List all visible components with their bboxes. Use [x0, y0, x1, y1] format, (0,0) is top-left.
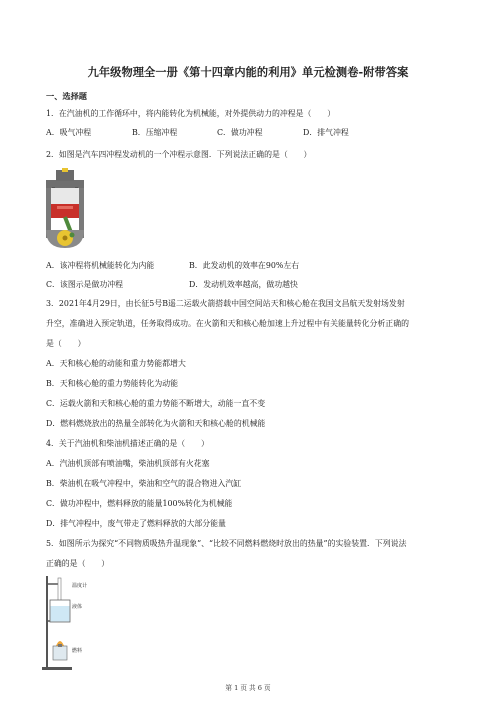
- q3-option-d[interactable]: D．燃料燃烧放出的热量全部转化为火箭和天和核心舱的机械能: [46, 419, 266, 428]
- thermometer-label: 温度计: [72, 583, 88, 589]
- question-3-stem-line-1: 3．2021年4月29日，由长征5号B遥二运载火箭搭载中国空间站天和核心舱在我国文昌航天发射场发射: [46, 299, 405, 308]
- q1-option-a[interactable]: A．吸气冲程: [46, 128, 92, 137]
- q3-option-b[interactable]: B．天和核心舱的重力势能转化为动能: [46, 379, 179, 388]
- question-5-stem-line-1: 5．如图所示为探究“不同物质吸热升温现象”、“比较不同燃料燃烧时放出的热量”的实验装置．下列说法: [46, 539, 407, 548]
- q4-option-c[interactable]: C．做功冲程中，燃料释放的能量100%转化为机械能: [46, 499, 233, 508]
- question-2-options-row-1: [46, 261, 456, 271]
- heating-apparatus-figure: [40, 574, 100, 674]
- q2-option-b[interactable]: B．此发动机的效率在90%左右: [189, 261, 300, 270]
- q1-option-b[interactable]: B．压缩冲程: [132, 128, 178, 137]
- q2-option-c[interactable]: C．该图示是做功冲程: [46, 280, 124, 289]
- liquid-label: 液体: [72, 604, 83, 610]
- fuel-label: 燃料: [72, 648, 83, 654]
- engine-stroke-figure: [42, 168, 88, 250]
- question-2-stem: 2．如图是汽车四冲程发动机的一个冲程示意图．下列说法正确的是（ ）: [46, 150, 312, 159]
- question-1-stem: 1．在汽油机的工作循环中，将内能转化为机械能，对外提供动力的冲程是（ ）: [46, 109, 336, 118]
- q4-option-d[interactable]: D．排气冲程中，废气带走了燃料释放的大部分能量: [46, 519, 226, 528]
- question-2-options-row-2: [46, 280, 456, 290]
- question-3-stem-line-3: 是（ ）: [46, 339, 86, 348]
- q2-option-a[interactable]: A．该冲程将机械能转化为内能: [46, 261, 155, 270]
- q1-option-d[interactable]: D．排气冲程: [303, 128, 349, 137]
- page-title: 九年级物理全一册《第十四章内能的利用》单元检测卷-附带答案: [87, 65, 409, 79]
- q2-option-d[interactable]: D．发动机效率越高，做功越快: [189, 280, 298, 289]
- question-3-stem-line-2: 升空，准确进入预定轨道，任务取得成功。在火箭和天和核心舱加速上升过程中有关能量转化分析正确的: [46, 319, 409, 328]
- q3-option-a[interactable]: A．天和核心舱的动能和重力势能都增大: [46, 359, 186, 368]
- q4-option-a[interactable]: A．汽油机顶部有喷油嘴，柴油机顶部有火花塞: [46, 459, 210, 468]
- page-footer: 第 1 页 共 6 页: [225, 684, 271, 692]
- section-heading: 一、选择题: [46, 91, 87, 101]
- q3-option-c[interactable]: C．运载火箭和天和核心舱的重力势能不断增大，动能一直不变: [46, 399, 266, 408]
- q4-option-b[interactable]: B．柴油机在吸气冲程中，柴油和空气的混合物进入汽缸: [46, 479, 242, 488]
- question-4-stem: 4．关于汽油机和柴油机描述正确的是（ ）: [46, 439, 209, 448]
- q1-option-c[interactable]: C．做功冲程: [217, 128, 263, 137]
- question-1-options: [46, 128, 456, 138]
- question-5-stem-line-2: 正确的是（ ）: [46, 559, 110, 568]
